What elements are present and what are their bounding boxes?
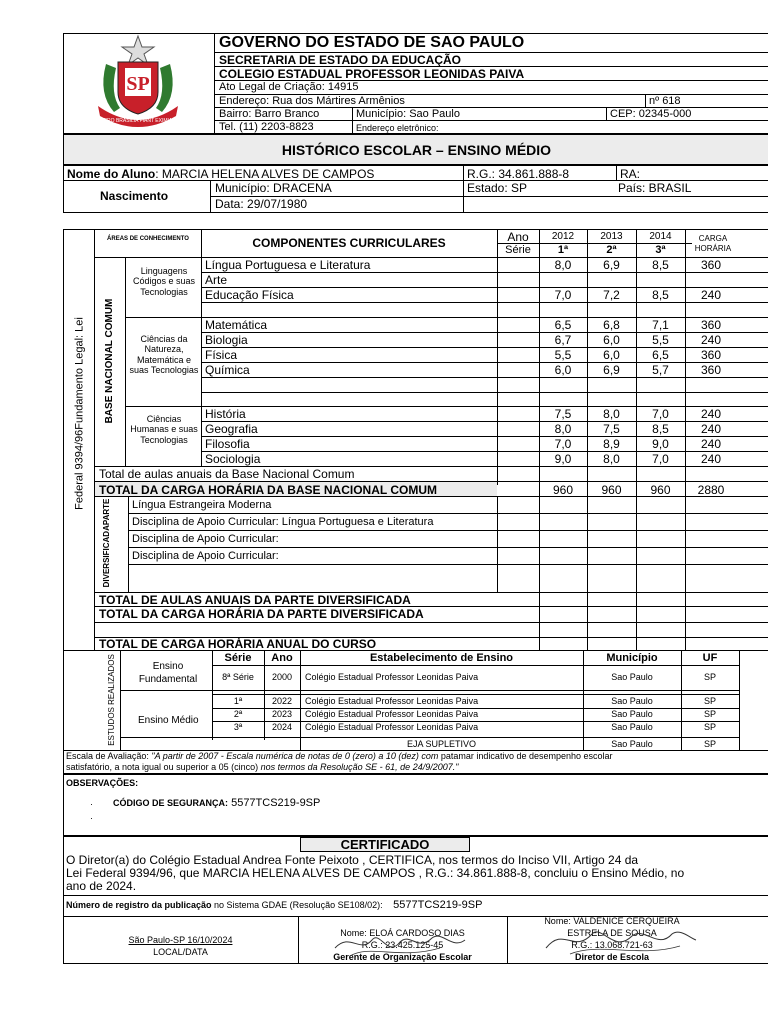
grade-2: 8,0: [603, 452, 620, 466]
registro-row: [66, 900, 482, 911]
grade-1: 7,5: [554, 407, 572, 421]
escala-text-1: "A partir de 2007 - Escala numérica de notas de 0 (zero) a 10 (dez) com: [151, 751, 439, 761]
divider: [201, 272, 768, 273]
divider: [201, 377, 768, 378]
medio-uf: SP: [703, 709, 716, 719]
certificado-line-3: ano de 2024.: [66, 879, 137, 893]
escala-avaliacao: [66, 751, 766, 773]
total-aulas-bnc: Total de aulas anuais da Base Nacional Comum: [99, 467, 355, 481]
medio-municipio: Sao Paulo: [611, 709, 653, 719]
divider: [120, 737, 739, 738]
birth-date: Data: 29/07/1980: [215, 197, 308, 211]
fundamental-ano: 2000: [271, 672, 293, 682]
grade-2: 6,9: [603, 363, 620, 377]
divider: [201, 362, 768, 363]
divider: [94, 622, 768, 623]
medio-serie: 1ª: [233, 696, 243, 706]
grade-3: 8,5: [652, 422, 669, 436]
header-estabelecimento: Estabelecimento de Ensino: [369, 652, 514, 664]
escala-text-2: patamar indicativo de desempenho escolar: [438, 751, 613, 761]
logo-initials: SP: [126, 73, 150, 95]
carga-horaria: 240: [700, 333, 722, 347]
header-serie: Série: [224, 652, 252, 664]
subject-name: Biologia: [205, 333, 248, 347]
area-linguagens: Linguagens Códigos e suas Tecnologias: [132, 266, 196, 297]
medio-uf: SP: [703, 722, 716, 732]
registro-mid: no Sistema GDAE (Resolução SE108/02):: [211, 900, 383, 910]
total-bnc-2: 960: [601, 483, 622, 497]
eja-estab: EJA SUPLETIVO: [406, 739, 477, 749]
codigo-seguranca-label: CÓDIGO DE SEGURANÇA:: [113, 798, 229, 808]
medio-serie: 3ª: [233, 722, 243, 732]
legal-basis-label: Federal 9394/96Fundamento Legal: Lei: [73, 317, 86, 510]
divider: [212, 694, 739, 695]
grade-3: 7,0: [652, 452, 669, 466]
divider: [497, 229, 498, 485]
grade-3: 8,5: [652, 288, 669, 302]
ato-legal: Ato Legal de Criação: 14915: [219, 81, 359, 93]
year-1: 2012: [551, 231, 575, 242]
areas-header: ÁREAS DE CONHECIMENTO: [107, 236, 189, 242]
divider: [125, 257, 126, 466]
birth-city: Município: DRACENA: [215, 181, 332, 195]
header-divider: [214, 33, 215, 134]
birth-state: Estado: SP: [467, 181, 528, 195]
subject-name: Matemática: [205, 318, 268, 332]
grade-3: 8,5: [652, 258, 669, 272]
municipio: Município: Sao Paulo: [356, 108, 460, 120]
components-header: COMPONENTES CURRICULARES: [252, 236, 446, 250]
fundamental-estab: Colégio Estadual Professor Leonidas Paiva: [305, 672, 479, 682]
codigo-seguranca-value: 5577TCS219-9SP: [231, 797, 321, 809]
registro-value: 5577TCS219-9SP: [393, 899, 483, 911]
carga-horaria: 240: [700, 407, 722, 421]
certificado-title: CERTIFICADO: [340, 837, 430, 852]
medio-estab: Colégio Estadual Professor Leonidas Paiva: [305, 709, 479, 719]
divider: [94, 496, 768, 497]
grade-2: 6,8: [603, 318, 620, 332]
eja-municipio: Sao Paulo: [611, 739, 653, 749]
birth-country: País: BRASIL: [618, 181, 692, 195]
diversificada-item: Disciplina de Apoio Curricular:: [132, 533, 279, 545]
escala-label: Escala de Avaliação:: [66, 751, 152, 761]
divider: [739, 650, 740, 750]
escala-text-3: satisfatório, a nota igual ou superior a 05 (cinco): [66, 762, 259, 772]
carga-horaria: 360: [700, 363, 722, 377]
local-date: São Paulo-SP 16/10/2024: [128, 935, 233, 945]
carga-horaria: 360: [700, 348, 722, 362]
divider: [63, 650, 768, 651]
carga-horaria: 240: [700, 452, 722, 466]
diversificada-item: Disciplina de Apoio Curricular: Língua Portuguesa e Literatura: [132, 516, 434, 528]
grade-3: 5,7: [652, 363, 669, 377]
divider: [352, 120, 353, 134]
gerente-rg: R.G.: 23.425.125-45: [361, 940, 444, 950]
medio-serie: 2ª: [233, 709, 243, 719]
registro-label: Número de registro da publicação: [66, 900, 212, 910]
email-label: Endereço eletrônico:: [356, 123, 439, 133]
grade-2: 8,0: [603, 407, 620, 421]
year-3: 2014: [649, 231, 672, 242]
grade-1: 6,0: [554, 363, 572, 377]
fundamental-municipio: Sao Paulo: [611, 672, 653, 682]
grade-1: 6,7: [554, 333, 572, 347]
grade-1: 7,0: [554, 437, 572, 451]
header-ano: Ano: [271, 652, 293, 664]
total-bnc-1: 960: [552, 483, 574, 497]
subject-name: Geografia: [205, 422, 258, 436]
divider: [120, 690, 739, 691]
diversificada-item: Disciplina de Apoio Curricular:: [132, 550, 279, 562]
carga-horaria: 240: [700, 288, 722, 302]
subject-name: Arte: [205, 273, 228, 287]
birth-label: Nascimento: [100, 189, 169, 203]
gerente-title: Gerente de Organização Escolar: [333, 952, 472, 962]
grade-3: 9,0: [652, 437, 669, 451]
diretor-name-1: Nome: VALDENICE CERQUEIRA: [544, 916, 680, 926]
divider: [201, 392, 768, 393]
diversificada-item: Língua Estrangeira Moderna: [132, 499, 272, 511]
grade-2: 7,2: [603, 288, 620, 302]
medio-estab: Colégio Estadual Professor Leonidas Paiva: [305, 696, 479, 706]
total-carga-div: TOTAL DA CARGA HORÁRIA DA PARTE DIVERSIFICADA: [99, 607, 424, 621]
base-nacional-label: BASE NACIONAL COMUM: [104, 298, 115, 424]
medio-ano: 2023: [271, 709, 293, 719]
divider: [463, 165, 464, 213]
telefone: Tel. (11) 2203-8823: [219, 121, 314, 133]
secretaria: SECRETARIA DE ESTADO DA EDUCAÇÃO: [219, 53, 462, 67]
student-name-row: [67, 168, 374, 180]
grade-3: 7,0: [652, 407, 669, 421]
subject-name: Física: [205, 348, 238, 362]
estudos-realizados-label: ESTUDOS REALIZADOS: [107, 654, 116, 746]
certificado-line-2: Lei Federal 9394/96, que MARCIA HELENA ALVES DE CAMPOS , R.G.: 34.861.888-8, concluiu o Ensino Médio, no: [66, 866, 685, 880]
grade-2: 6,0: [603, 348, 620, 362]
cep: CEP: 02345-000: [610, 108, 692, 120]
fundamental-uf: SP: [703, 672, 716, 682]
student-rg: R.G.: 34.861.888-8: [467, 167, 570, 181]
year-2: 2013: [600, 231, 623, 242]
divider: [128, 547, 768, 548]
gerente-signature-scribble: [330, 924, 470, 964]
carga-horaria: 360: [700, 258, 722, 272]
fundamental-label: Ensino Fundamental: [138, 661, 198, 685]
medio-municipio: Sao Paulo: [611, 696, 653, 706]
page-title: HISTÓRICO ESCOLAR – ENSINO MÉDIO: [281, 142, 552, 158]
diretor-signature-scribble: [540, 920, 700, 962]
total-carga-bnc: TOTAL DA CARGA HORÁRIA DA BASE NACIONAL COMUM: [99, 483, 437, 497]
state-coat-of-arms-logo: [88, 34, 188, 131]
serie-1: 1ª: [557, 244, 569, 256]
divider: [63, 895, 768, 896]
grade-2: 7,5: [603, 422, 620, 436]
student-name-label: Nome do Aluno: [67, 167, 156, 181]
diretor-rg: R.G.: 13.068.721-63: [571, 940, 653, 950]
divider: [94, 229, 95, 650]
medio-ano: 2022: [271, 696, 293, 706]
carga-horaria: 240: [700, 437, 722, 451]
diretor-name-2: ESTRELA DE SOUSA: [567, 928, 657, 938]
subject-name: Sociologia: [205, 452, 261, 466]
divider: [201, 436, 768, 437]
diretor-title: Diretor de Escola: [574, 952, 650, 962]
subject-name: História: [205, 407, 246, 421]
divider: [645, 94, 646, 107]
subject-name: Língua Portuguesa e Literatura: [205, 258, 371, 272]
divider: [201, 421, 768, 422]
observacoes-label: OBSERVAÇÕES:: [66, 778, 139, 788]
divider: [616, 165, 617, 180]
ano-label: Ano: [507, 230, 529, 244]
total-aulas-div: TOTAL DE AULAS ANUAIS DA PARTE DIVERSIFICADA: [99, 593, 411, 607]
divider: [497, 496, 498, 592]
divider: [201, 302, 768, 303]
diversificada-label: DIVERSIFICADAPARTE: [102, 498, 111, 588]
divider: [212, 665, 739, 666]
codigo-seguranca-row: [113, 798, 320, 809]
subject-name: Filosofia: [205, 437, 250, 451]
eja-uf: SP: [703, 739, 716, 749]
endereco: Endereço: Rua dos Mártires Armênios: [219, 95, 405, 107]
divider: [201, 406, 768, 407]
grade-1: 9,0: [554, 452, 572, 466]
subject-name: Química: [205, 363, 250, 377]
subject-name: Educação Física: [205, 288, 294, 302]
grade-3: 5,5: [652, 333, 669, 347]
divider: [125, 317, 201, 318]
grade-1: 6,5: [554, 318, 572, 332]
divider: [201, 317, 768, 318]
medio-municipio: Sao Paulo: [611, 722, 653, 732]
divider: [128, 513, 768, 514]
fundamental-serie: 8ª Série: [222, 672, 254, 682]
divider: [128, 496, 129, 592]
gov-title: GOVERNO DO ESTADO DE SAO PAULO: [219, 34, 525, 51]
total-curso: TOTAL DE CARGA HORÁRIA ANUAL DO CURSO: [99, 637, 377, 651]
area-ciencias-natureza: Ciências da Natureza, Matemática e suas Tecnologias: [129, 334, 199, 376]
grade-2: 8,9: [603, 437, 620, 451]
carga-horaria: 360: [700, 318, 722, 332]
logo-motto: PRO BRASILIA FIANT EXIMIA: [103, 118, 173, 124]
medio-label: Ensino Médio: [138, 715, 199, 726]
carga-horaria: 240: [700, 422, 722, 436]
total-bnc-3: 960: [650, 483, 671, 497]
gerente-name: Nome: ELOÁ CARDOSO DIAS: [340, 928, 465, 938]
serie-3: 3ª: [655, 244, 666, 256]
divider: [352, 107, 353, 120]
endereco-numero: nº 618: [649, 95, 681, 107]
divider: [128, 530, 768, 531]
escala-text-4: nos termos da Resolução SE - 61, de 24/9/2007.": [258, 762, 459, 772]
bullet: ·: [90, 813, 93, 823]
grade-1: 8,0: [554, 258, 572, 272]
school-name: COLEGIO ESTADUAL PROFESSOR LEONIDAS PAIVA: [219, 67, 525, 81]
medio-ano: 2024: [271, 722, 293, 732]
student-ra: RA:: [620, 167, 641, 181]
grade-1: 8,0: [554, 422, 572, 436]
divider: [128, 564, 768, 565]
header-municipio: Município: [606, 652, 658, 664]
divider: [120, 650, 121, 750]
grade-2: 6,9: [603, 258, 620, 272]
grade-1: 5,5: [554, 348, 572, 362]
grade-3: 7,1: [652, 318, 669, 332]
local-label: LOCAL/DATA: [153, 947, 208, 957]
certificado-line-1: O Diretor(a) do Colégio Estadual Andrea Fonte Peixoto , CERTIFICA, nos termos do Inciso VII, Artigo 24 da: [66, 853, 639, 867]
student-name: : MARCIA HELENA ALVES DE CAMPOS: [155, 167, 375, 181]
divider: [125, 406, 201, 407]
medio-uf: SP: [703, 696, 716, 706]
grade-2: 6,0: [603, 333, 620, 347]
area-ciencias-humanas: Ciências Humanas e suas Tecnologias: [130, 414, 198, 445]
bairro: Bairro: Barro Branco: [219, 108, 320, 120]
divider: [201, 347, 768, 348]
carga-header: CARGA HORÁRIA: [694, 234, 732, 254]
serie-2: 2ª: [606, 244, 617, 256]
divider: [201, 451, 768, 452]
serie-label: Série: [505, 244, 531, 256]
divider: [201, 332, 768, 333]
divider: [606, 107, 607, 120]
grade-1: 7,0: [554, 288, 572, 302]
medio-estab: Colégio Estadual Professor Leonidas Paiva: [305, 722, 479, 732]
bullet: ·: [90, 799, 93, 809]
total-bnc-carga: 2880: [697, 483, 725, 497]
grade-3: 6,5: [652, 348, 669, 362]
header-uf: UF: [702, 652, 718, 664]
